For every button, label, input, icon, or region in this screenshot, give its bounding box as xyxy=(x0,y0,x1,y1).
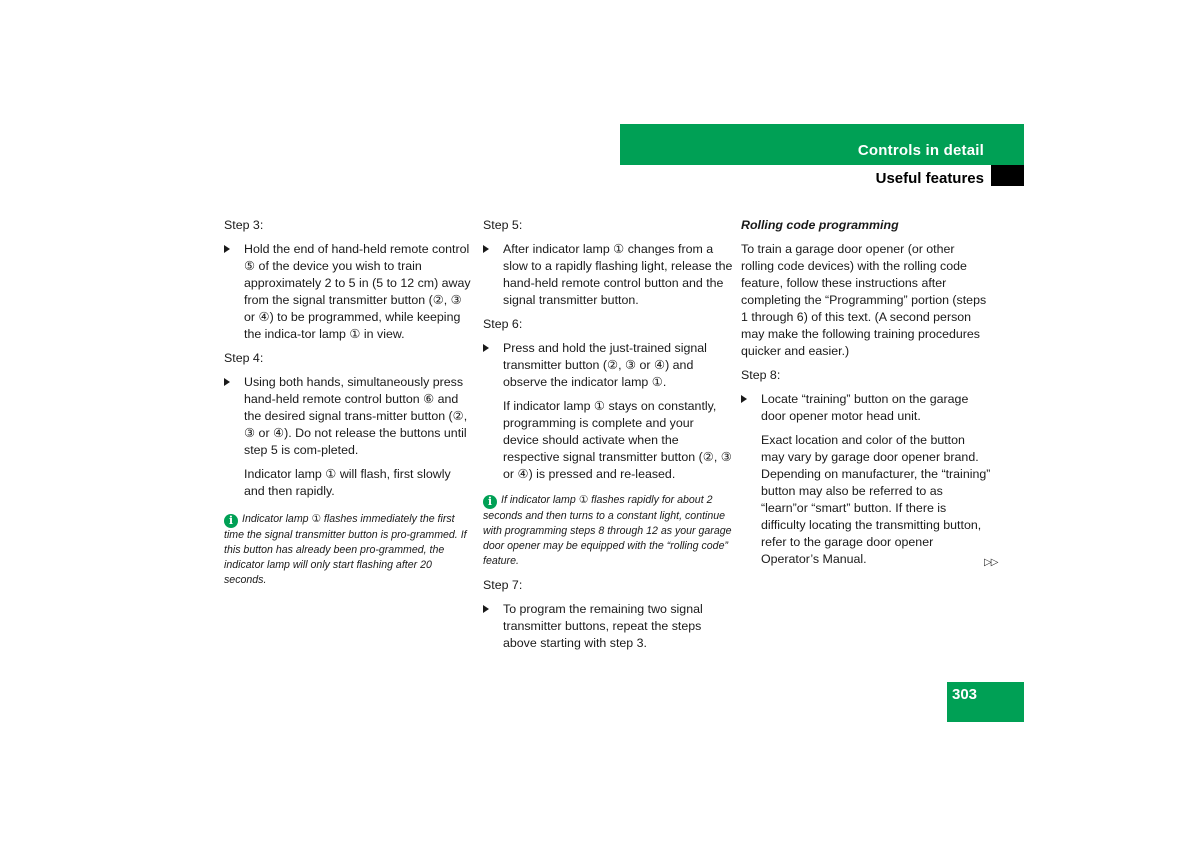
rolling-code-intro: To train a garage door opener (or other rolling code devices) with the rolling code feature, follow these instructions after completing the “Programming” portion (steps 1 through 6) of this text. (A second person may make the following training procedures quicker and easier.) xyxy=(741,242,987,358)
continue-arrows-icon: ▷▷ xyxy=(984,557,998,568)
page-number: 303 xyxy=(952,686,978,703)
section-title: Controls in detail xyxy=(857,142,984,159)
step4-instruction xyxy=(224,374,474,459)
step6-instruction xyxy=(483,340,733,391)
step6-label: Step 6: xyxy=(483,317,523,331)
bullet-arrow-icon xyxy=(224,378,230,386)
step8-text: Locate “training” button on the garage door opener motor head unit. xyxy=(761,392,969,423)
bullet-arrow-icon xyxy=(483,245,489,253)
header-marker-block xyxy=(991,165,1024,186)
info-note xyxy=(483,493,733,569)
step8-followup: Exact location and color of the button may vary by garage door opener brand. Depending on manufacturer, the “training” button may also be referred to as “learn”or “smart” button. If there is difficulty locating the transmitting button, refer to the garage door opener Operator’s Manual. xyxy=(761,433,991,566)
step4-followup: Indicator lamp ① will flash, first slowly and then rapidly. xyxy=(244,467,451,498)
bullet-arrow-icon xyxy=(741,395,747,403)
rolling-code-title: Rolling code programming xyxy=(741,218,899,232)
step4-label: Step 4: xyxy=(224,351,264,365)
bullet-arrow-icon xyxy=(483,605,489,613)
note-text: If indicator lamp ① flashes rapidly for about 2 seconds and then turns to a constant light, continue with programming steps 8 through 12 as your garage door opener may be equipped with the “rolling code” feature. xyxy=(483,494,732,567)
page-number-box xyxy=(947,682,1024,722)
step5-instruction xyxy=(483,241,733,309)
step3-text: Hold the end of hand-held remote control ⑤ of the device you wish to train approximately 2 to 5 in (5 to 12 cm) away from the signal transmitter button (②, ③ or ④) to be programmed, while keeping the indica-tor lamp ① in view. xyxy=(244,242,471,341)
column-2 xyxy=(483,217,733,659)
step7-text: To program the remaining two signal transmitter buttons, repeat the steps above starting with step 3. xyxy=(503,602,703,650)
step7-label: Step 7: xyxy=(483,578,523,592)
step4-text: Using both hands, simultaneously press hand-held remote control button ⑥ and the desired signal trans-mitter button (②, ③ or ④). Do not release the buttons until step 5 is com-pleted. xyxy=(244,375,468,457)
info-icon: i xyxy=(224,514,238,528)
step6-followup: If indicator lamp ① stays on constantly, programming is complete and your device should activate when the respective signal transmitter button (②, ③ or ④) is pressed and re-leased. xyxy=(503,399,732,481)
bullet-arrow-icon xyxy=(224,245,230,253)
step5-text: After indicator lamp ① changes from a slow to a rapidly flashing light, release the hand-held remote control button and the signal transmitter button. xyxy=(503,242,733,307)
info-note xyxy=(224,512,474,588)
column-1 xyxy=(224,217,474,596)
bullet-arrow-icon xyxy=(483,344,489,352)
step3-label: Step 3: xyxy=(224,218,264,232)
step7-instruction xyxy=(483,601,733,652)
column-3 xyxy=(741,217,991,575)
step8-instruction xyxy=(741,391,991,425)
info-icon: i xyxy=(483,495,497,509)
subsection-title: Useful features xyxy=(875,170,984,187)
step3-instruction xyxy=(224,241,474,343)
step6-text: Press and hold the just-trained signal transmitter button (②, ③ or ④) and observe the indicator lamp ①. xyxy=(503,341,707,389)
note-text: Indicator lamp ① flashes immediately the first time the signal transmitter button is pro-grammed. If this button has already been pro-grammed, the indicator lamp will only start flashing after 20 seconds. xyxy=(224,513,467,586)
header-bar xyxy=(620,124,1024,165)
step5-label: Step 5: xyxy=(483,218,523,232)
step8-label: Step 8: xyxy=(741,368,781,382)
